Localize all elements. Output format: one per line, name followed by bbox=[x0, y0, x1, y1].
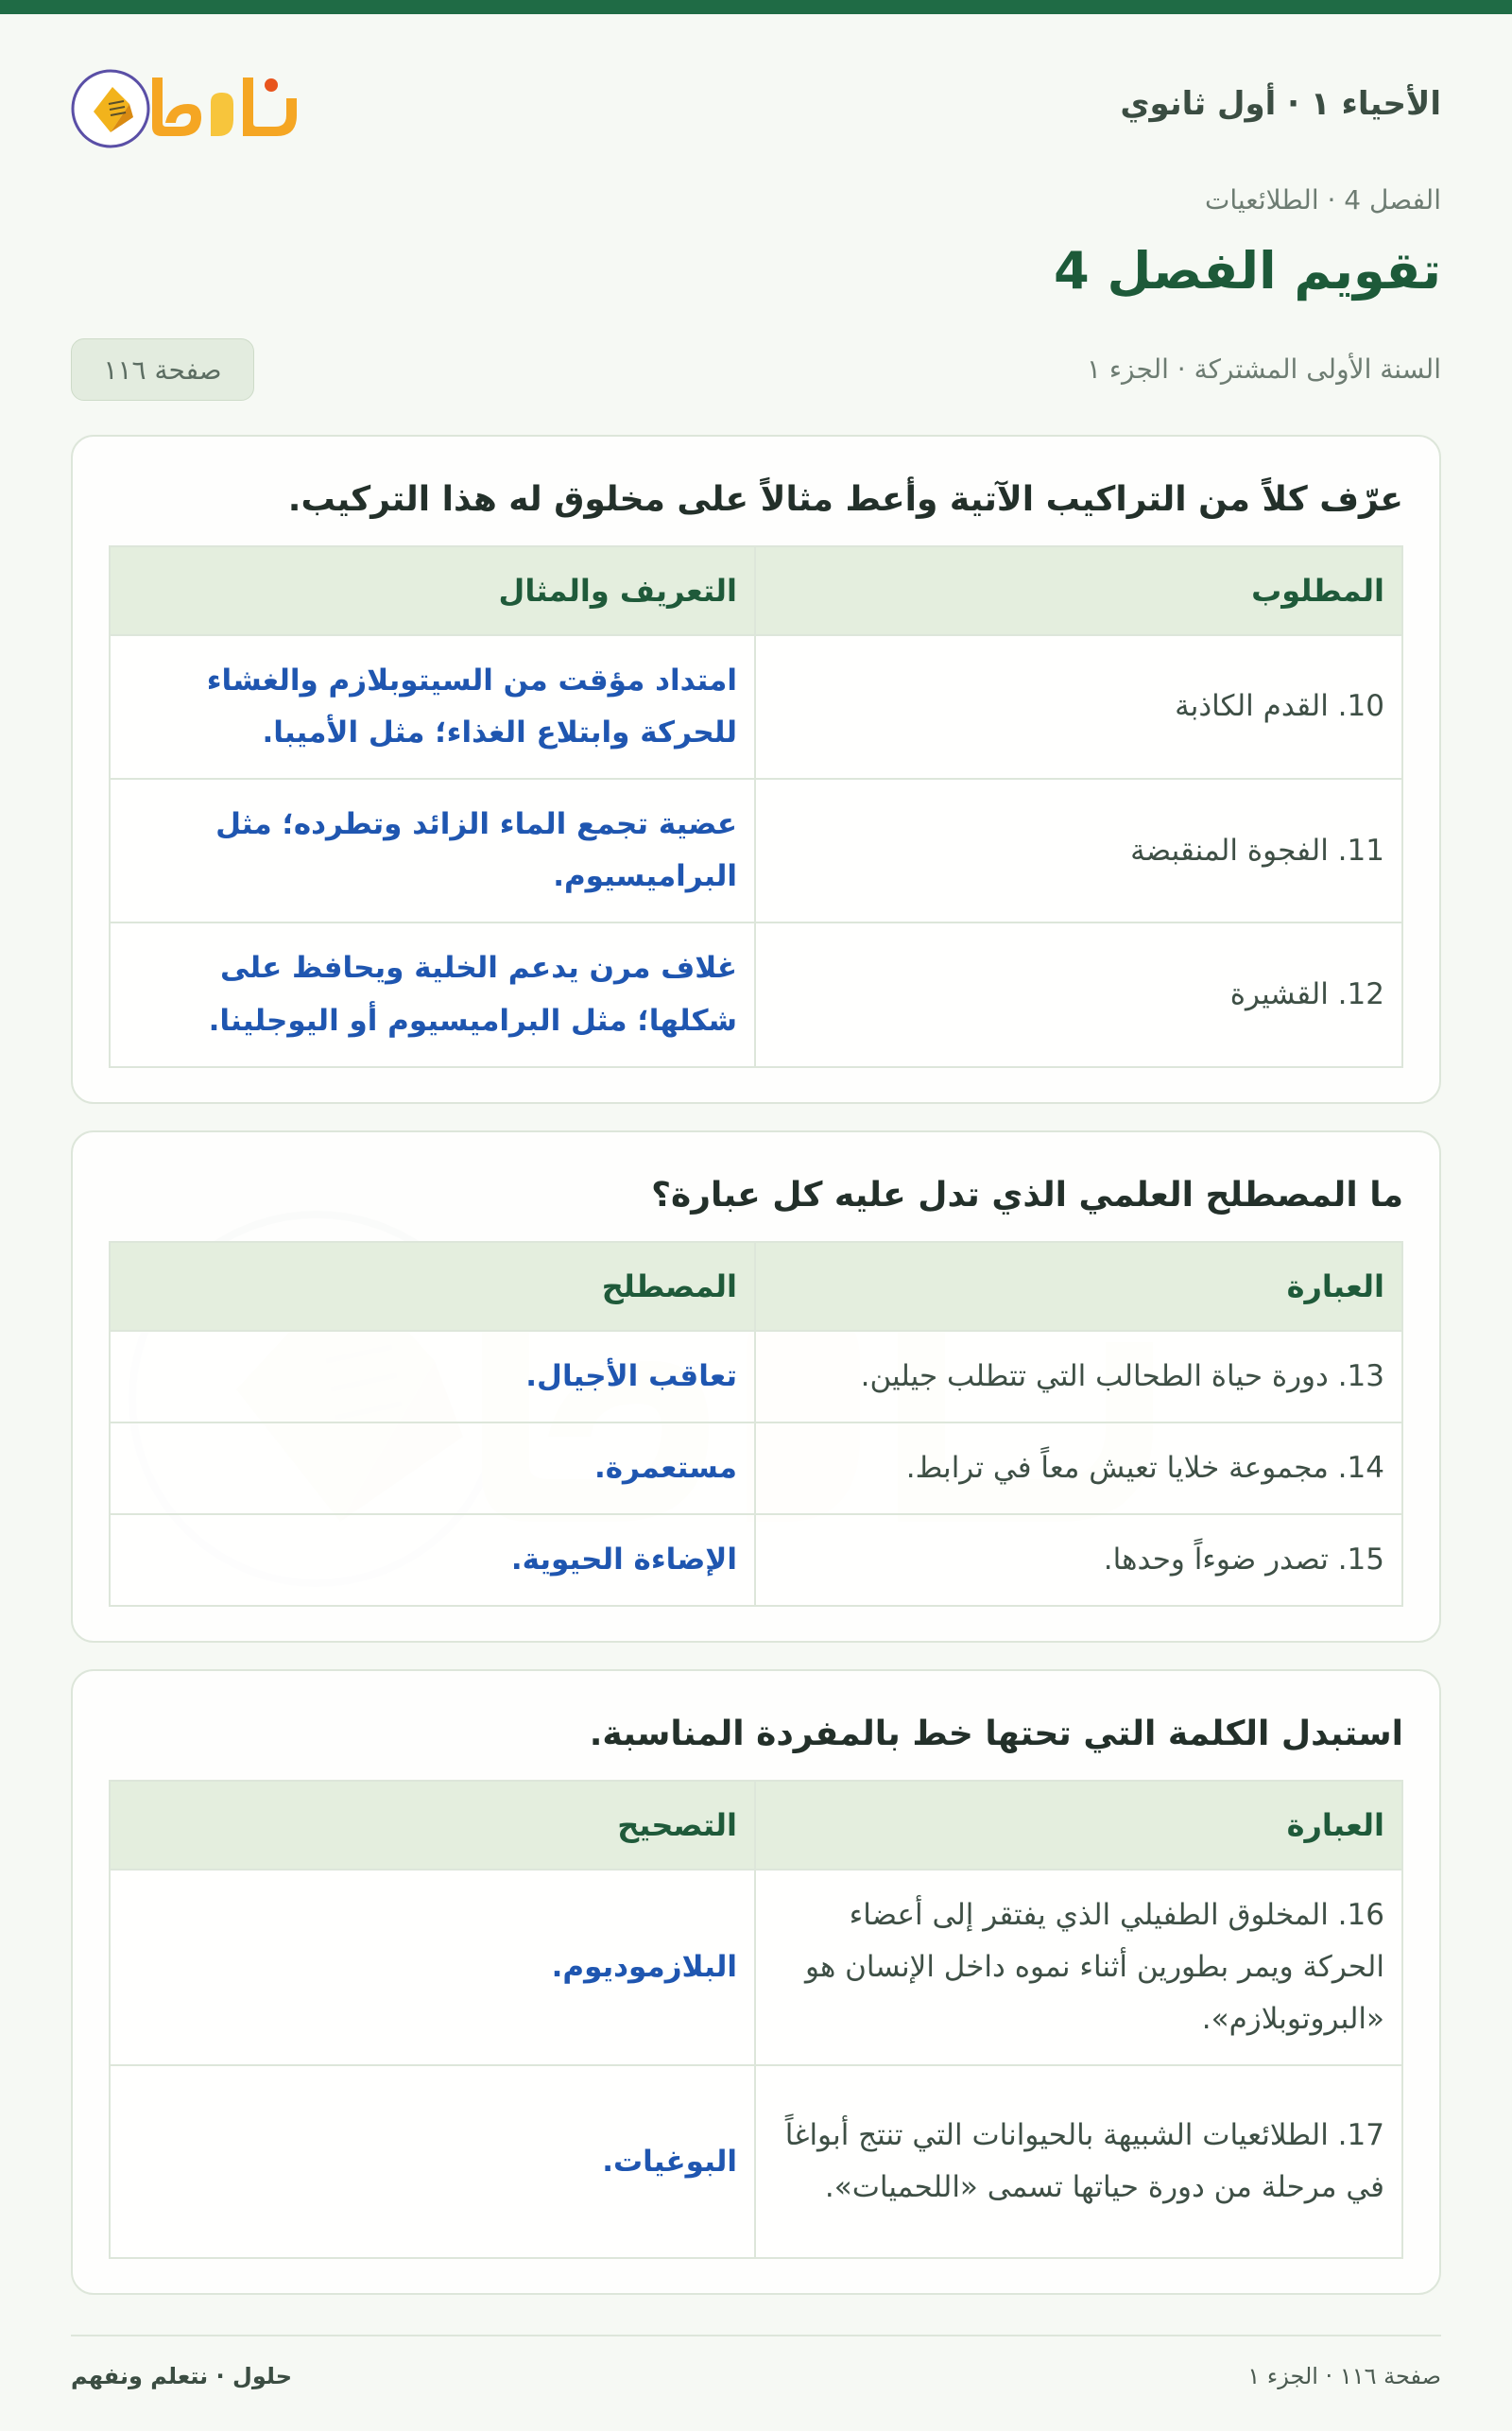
answer-cell: البلازموديوم. bbox=[110, 1870, 755, 2066]
table-header-row bbox=[110, 1242, 1402, 1331]
terms-table bbox=[109, 1241, 1403, 1608]
question-cell: 17. الطلائعيات الشبيهة بالحيوانات التي تنتج أبواغاً في مرحلة من دورة حياتها تسمى «اللحميات». bbox=[755, 2065, 1402, 2258]
answer-cell: غلاف مرن يدعم الخلية ويحافظ على شكلها؛ مثل البراميسيوم أو اليوجلينا. bbox=[110, 922, 755, 1066]
question-cell: 14. مجموعة خلايا تعيش معاً في ترابط. bbox=[755, 1422, 1402, 1514]
footer-brand: حلول · نتعلم ونفهم bbox=[71, 2363, 292, 2389]
table-row bbox=[110, 1514, 1402, 1606]
table-row bbox=[110, 922, 1402, 1066]
answer-cell: البوغيات. bbox=[110, 2065, 755, 2258]
breadcrumb: الفصل 4 · الطلائعيات bbox=[1204, 184, 1441, 216]
answer-cell: تعاقب الأجيال. bbox=[110, 1331, 755, 1422]
terms-card bbox=[71, 1130, 1441, 1643]
logo-icon bbox=[71, 57, 326, 151]
column-header-answer: المصطلح bbox=[110, 1242, 755, 1331]
page-header bbox=[71, 57, 1441, 151]
table-row bbox=[110, 779, 1402, 922]
corrections-table bbox=[109, 1780, 1403, 2260]
table-row bbox=[110, 1870, 1402, 2066]
section-heading: عرّف كلاً من التراكيب الآتية وأعط مثالاً على مخلوق له هذا التركيب. bbox=[287, 480, 1403, 519]
answer-cell: امتداد مؤقت من السيتوبلازم والغشاء للحركة وابتلاع الغذاء؛ مثل الأميبا. bbox=[110, 635, 755, 779]
column-header-question: العبارة bbox=[755, 1781, 1402, 1870]
section-heading: ما المصطلح العلمي الذي تدل عليه كل عبارة؟ bbox=[651, 1176, 1403, 1215]
question-cell: 15. تصدر ضوءاً وحدها. bbox=[755, 1514, 1402, 1606]
table-row bbox=[110, 1422, 1402, 1514]
column-header-question: العبارة bbox=[755, 1242, 1402, 1331]
column-header-question: المطلوب bbox=[755, 546, 1402, 635]
question-cell: 13. دورة حياة الطحالب التي تتطلب جيلين. bbox=[755, 1331, 1402, 1422]
book-meta: السنة الأولى المشتركة · الجزء ١ bbox=[1086, 353, 1441, 385]
page-title: تقويم الفصل 4 bbox=[1054, 241, 1441, 301]
footer-page-info: صفحة ١١٦ · الجزء ١ bbox=[1247, 2363, 1441, 2389]
column-header-answer: التعريف والمثال bbox=[110, 546, 755, 635]
table-header-row bbox=[110, 546, 1402, 635]
top-accent-bar bbox=[0, 0, 1512, 14]
corrections-card bbox=[71, 1669, 1441, 2295]
column-header-answer: التصحيح bbox=[110, 1781, 755, 1870]
brand-logo[interactable] bbox=[71, 57, 326, 151]
section-heading: استبدل الكلمة التي تحتها خط بالمفردة المناسبة. bbox=[589, 1715, 1403, 1753]
question-cell: 16. المخلوق الطفيلي الذي يفتقر إلى أعضاء الحركة ويمر بطورين أثناء نموه داخل الإنسان هو «البروتوبلازم». bbox=[755, 1870, 1402, 2066]
answer-cell: مستعمرة. bbox=[110, 1422, 755, 1514]
table-row bbox=[110, 1331, 1402, 1422]
question-cell: 11. الفجوة المنقبضة bbox=[755, 779, 1402, 922]
footer-divider bbox=[71, 2335, 1441, 2336]
table-header-row bbox=[110, 1781, 1402, 1870]
table-row bbox=[110, 635, 1402, 779]
question-cell: 10. القدم الكاذبة bbox=[755, 635, 1402, 779]
page-number-badge: صفحة ١١٦ bbox=[71, 338, 254, 401]
answer-cell: عضية تجمع الماء الزائد وتطرده؛ مثل البراميسيوم. bbox=[110, 779, 755, 922]
table-row bbox=[110, 2065, 1402, 2258]
question-cell: 12. القشيرة bbox=[755, 922, 1402, 1066]
definitions-table bbox=[109, 545, 1403, 1068]
series-title: الأحياء ١ · أول ثانوي bbox=[1120, 85, 1441, 123]
definitions-card bbox=[71, 435, 1441, 1104]
answer-cell: الإضاءة الحيوية. bbox=[110, 1514, 755, 1606]
